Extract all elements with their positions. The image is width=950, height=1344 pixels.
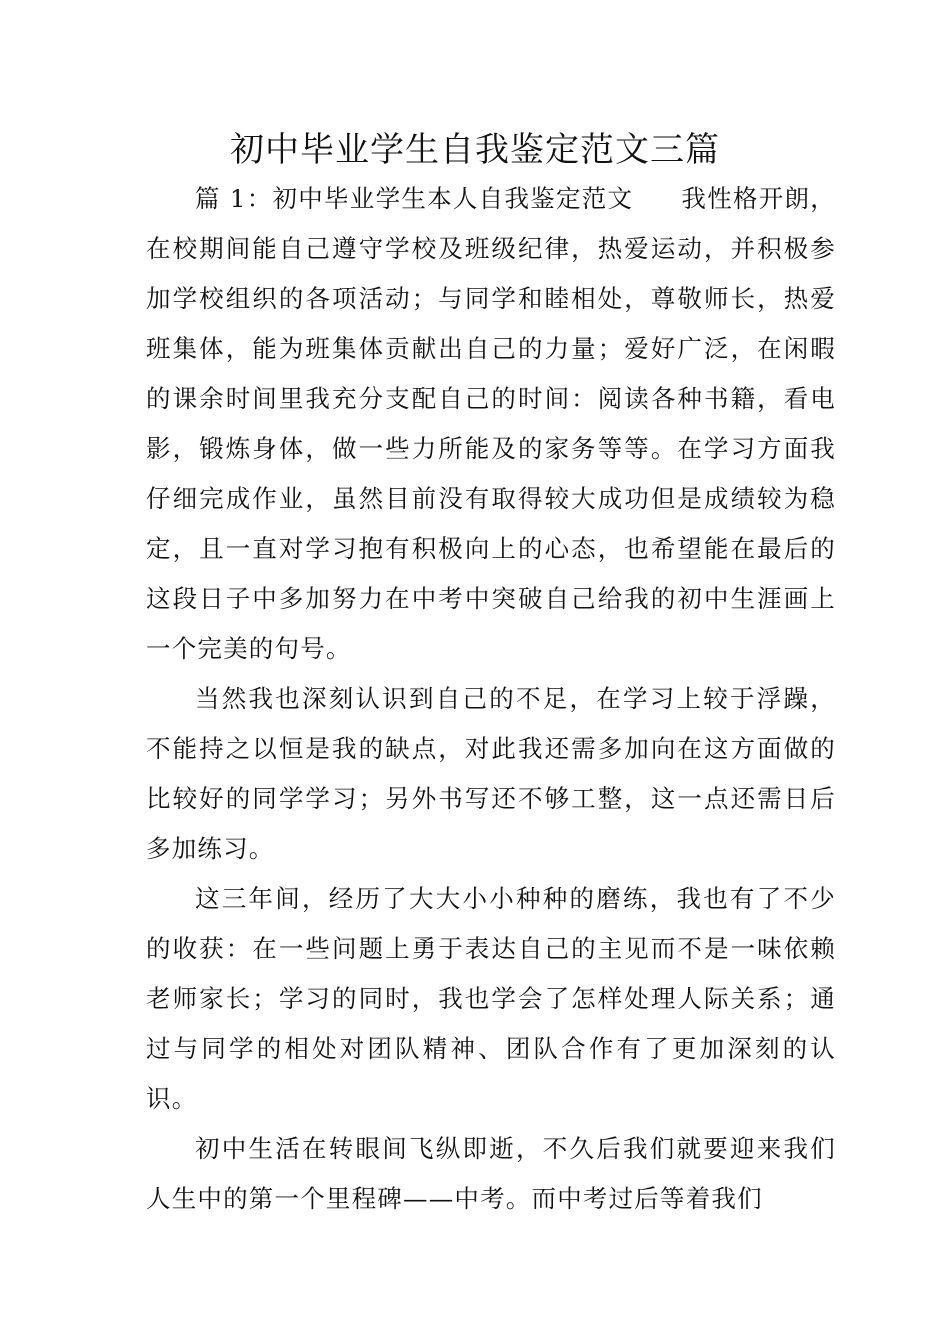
document-title: 初中毕业学生自我鉴定范文三篇: [230, 130, 720, 170]
paragraph-1-text: 我性格开朗，在校期间能自己遵守学校及班级纪律，热爱运动，并积极参加学校组织的各项活动；与同学和睦相处，尊敬师长，热爱班集体，能为班集体贡献出自己的力量；爱好广泛，在闲暇的课余时间里我充分支配自己的时间：阅读各种书籍，看电影，锻炼身体，做一些力所能及的家务等等。在学习方面我仔细完成作业，虽然目前没有取得较大成功但是成绩较为稳定，且一直对学习抱有积极向上的心态，也希望能在最后的这段日子中多加努力在中考中突破自己给我的初中生涯画上一个完美的句号。: [146, 184, 836, 663]
paragraph-2: 当然我也深刻认识到自己的不足，在学习上较于浮躁，不能持之以恒是我的缺点，对此我还需多加向在这方面做的比较好的同学学习；另外书写还不够工整，这一点还需日后多加练习。: [146, 684, 836, 863]
paragraph-4: 初中生活在转眼间飞纵即逝，不久后我们就要迎来我们人生中的第一个里程碑——中考。而中考过后等着我们: [146, 1134, 836, 1213]
paragraph-3: 这三年间，经历了大大小小种种的磨练，我也有了不少的收获：在一些问题上勇于表达自己的主见而不是一味依赖老师家长；学习的同时，我也学会了怎样处理人际关系；通过与同学的相处对团队精神、团队合作有了更加深刻的认识。: [146, 884, 836, 1113]
paragraph-1: [146, 174, 836, 674]
document-body: [146, 174, 836, 1224]
section-heading: 篇 1：初中毕业学生本人自我鉴定范文: [195, 184, 634, 213]
